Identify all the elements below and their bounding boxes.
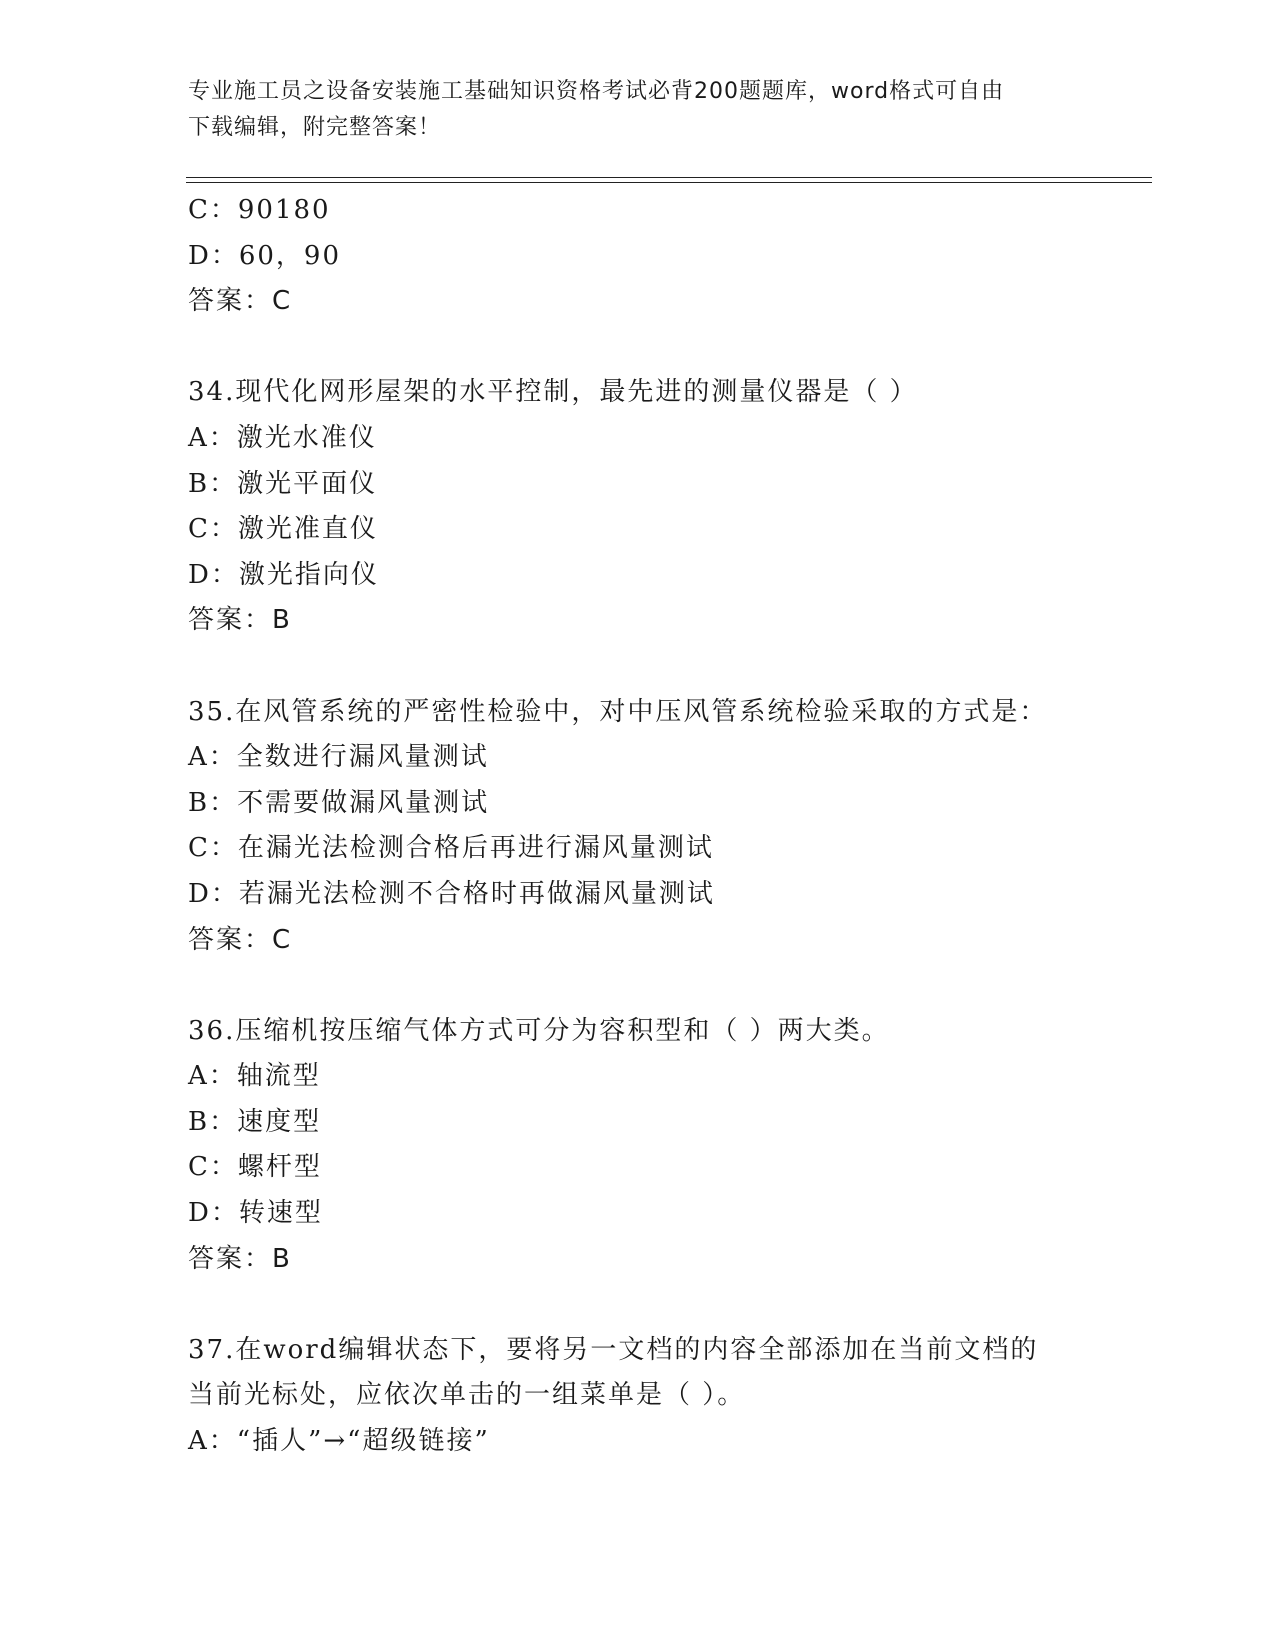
header-rule-bottom — [186, 182, 1152, 183]
option-a: A：全数进行漏风量测试 — [188, 742, 489, 773]
answer: 答案：C — [188, 924, 293, 955]
option-c: C：激光准直仪 — [188, 514, 378, 545]
header-line-2: 下载编辑，附完整答案！ — [188, 115, 442, 140]
option-c: C：90180 — [188, 195, 331, 225]
option-a: A：激光水准仪 — [188, 422, 377, 453]
option-d: D：转速型 — [188, 1198, 323, 1229]
header-rule-top — [186, 177, 1152, 178]
option-c: C：螺杆型 — [188, 1152, 322, 1183]
answer: 答案：B — [188, 1243, 292, 1274]
answer: 答案：C — [188, 286, 293, 317]
question-stem: 36.压缩机按压缩气体方式可分为容积型和（ ）两大类。 — [188, 1015, 890, 1046]
question-stem-line-1: 37.在word编辑状态下，要将另一文档的内容全部添加在当前文档的 — [188, 1334, 1039, 1365]
document-body — [188, 188, 1088, 1465]
answer: 答案：B — [188, 605, 292, 636]
option-d: D：60，90 — [188, 240, 342, 271]
option-c: C：在漏光法检测合格后再进行漏风量测试 — [188, 833, 714, 864]
option-a: A：轴流型 — [188, 1061, 321, 1092]
question-37 — [188, 1328, 1088, 1465]
header-line-1: 专业施工员之设备安装施工基础知识资格考试必背200题题库，word格式可自由 — [188, 79, 1005, 104]
question-stem: 35.在风管系统的严密性检验中，对中压风管系统检验采取的方式是： — [188, 696, 1048, 727]
spacer — [188, 963, 1088, 1009]
question-33-tail — [188, 188, 1088, 325]
option-d: D：若漏光法检测不合格时再做漏风量测试 — [188, 878, 715, 909]
option-a: A：“插人”→“超级链接” — [188, 1426, 490, 1457]
question-stem: 34.现代化网形屋架的水平控制，最先进的测量仪器是（ ） — [188, 377, 918, 408]
spacer — [188, 644, 1088, 690]
question-35 — [188, 690, 1088, 964]
option-b: B：速度型 — [188, 1106, 322, 1137]
document-header — [188, 74, 1068, 146]
option-d: D：激光指向仪 — [188, 559, 379, 590]
option-b: B：激光平面仪 — [188, 468, 378, 499]
option-b: B：不需要做漏风量测试 — [188, 787, 490, 818]
spacer — [188, 325, 1088, 371]
spacer — [188, 1282, 1088, 1328]
question-stem-line-2: 当前光标处，应依次单击的一组菜单是（ ）。 — [188, 1380, 746, 1411]
question-36 — [188, 1009, 1088, 1283]
question-34 — [188, 370, 1088, 644]
